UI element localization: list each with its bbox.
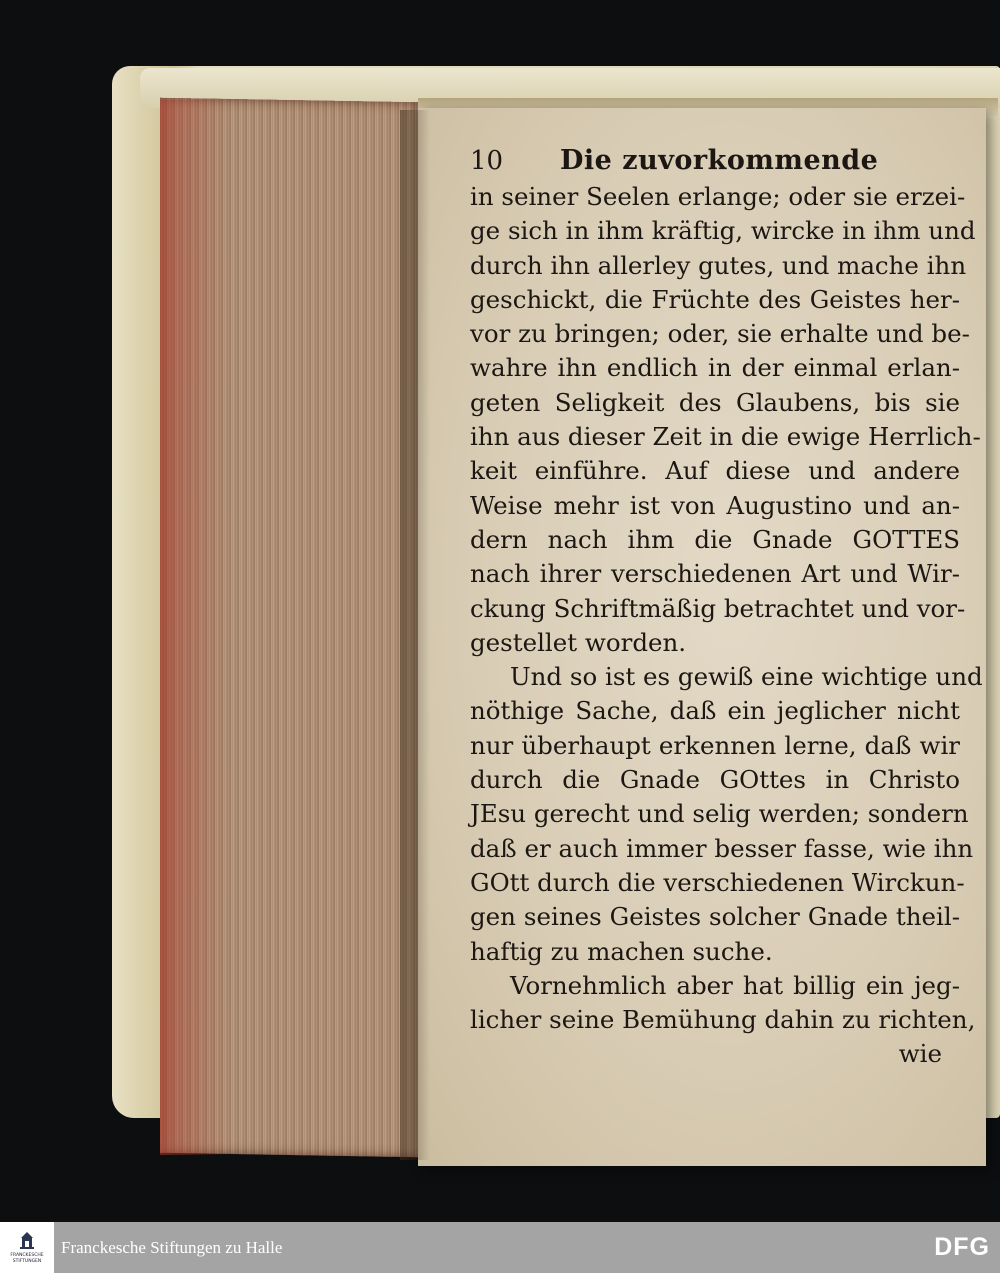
text-line: ihn aus dieser Zeit in die ewige Herrlich- bbox=[470, 422, 981, 452]
text-line: geschickt, die Früchte des Geistes her- bbox=[470, 284, 960, 314]
institution-name[interactable]: Franckesche Stiftungen zu Halle bbox=[61, 1237, 283, 1257]
text-line: ckung Schriftmäßig betrachtet und vor- bbox=[470, 593, 966, 623]
running-head-title: Die zuvorkommende bbox=[560, 145, 879, 176]
text-line: dern nach ihm die Gnade GOTTES bbox=[470, 524, 960, 554]
franckesche-emblem-icon bbox=[18, 1231, 36, 1253]
text-line: Und so ist es gewiß eine wichtige und bbox=[510, 662, 983, 692]
page-text-block bbox=[470, 145, 983, 1071]
text-lines bbox=[470, 180, 983, 1037]
text-line: licher seine Bemühung dahin zu richten, bbox=[470, 1005, 976, 1035]
text-line: Weise mehr ist von Augustino und an- bbox=[470, 490, 960, 520]
text-line: ge sich in ihm kräftig, wircke in ihm und bbox=[470, 216, 976, 246]
text-line: daß er auch immer besser fasse, wie ihn bbox=[470, 833, 974, 863]
running-head bbox=[470, 145, 960, 176]
text-line: nach ihrer verschiedenen Art und Wir- bbox=[470, 559, 960, 589]
red-edge-stain bbox=[160, 100, 230, 1155]
text-line: nur überhaupt erkennen lerne, daß wir bbox=[470, 730, 960, 760]
institution-logo[interactable] bbox=[0, 1222, 54, 1273]
text-line: wahre ihn endlich in der einmal erlan- bbox=[470, 353, 960, 383]
text-line: geten Seligkeit des Glaubens, bis sie bbox=[470, 387, 960, 417]
text-line: haftig zu machen suche. bbox=[470, 936, 773, 966]
logo-text-line-2: STIFTUNGEN bbox=[12, 1258, 42, 1264]
text-line: nöthige Sache, daß ein jeglicher nicht bbox=[470, 696, 960, 726]
text-line: durch die Gnade GOttes in Christo bbox=[470, 765, 960, 795]
logo-text-line-1: FRANCKESCHE bbox=[10, 1253, 44, 1258]
text-line: keit einführe. Auf diese und andere bbox=[470, 456, 960, 486]
text-line: gestellet worden. bbox=[470, 627, 687, 657]
text-line: JEsu gerecht und selig werden; sondern bbox=[470, 799, 969, 829]
text-line: GOtt durch die verschiedenen Wirckun- bbox=[470, 867, 965, 897]
text-line: Vornehmlich aber hat billig ein jeg- bbox=[510, 970, 960, 1000]
footer-bar bbox=[0, 1222, 1000, 1273]
text-line: gen seines Geistes solcher Gnade theil- bbox=[470, 902, 960, 932]
gutter-shadow bbox=[400, 110, 430, 1160]
text-line: durch ihn allerley gutes, und mache ihn bbox=[470, 250, 967, 280]
page-number: 10 bbox=[470, 146, 504, 176]
dfg-logo[interactable]: DFG bbox=[934, 1233, 990, 1261]
catchword: wie bbox=[898, 1039, 942, 1069]
text-line: in seiner Seelen erlange; oder sie erzei- bbox=[470, 182, 966, 211]
text-line: vor zu bringen; oder, sie erhalte und be- bbox=[470, 319, 970, 349]
